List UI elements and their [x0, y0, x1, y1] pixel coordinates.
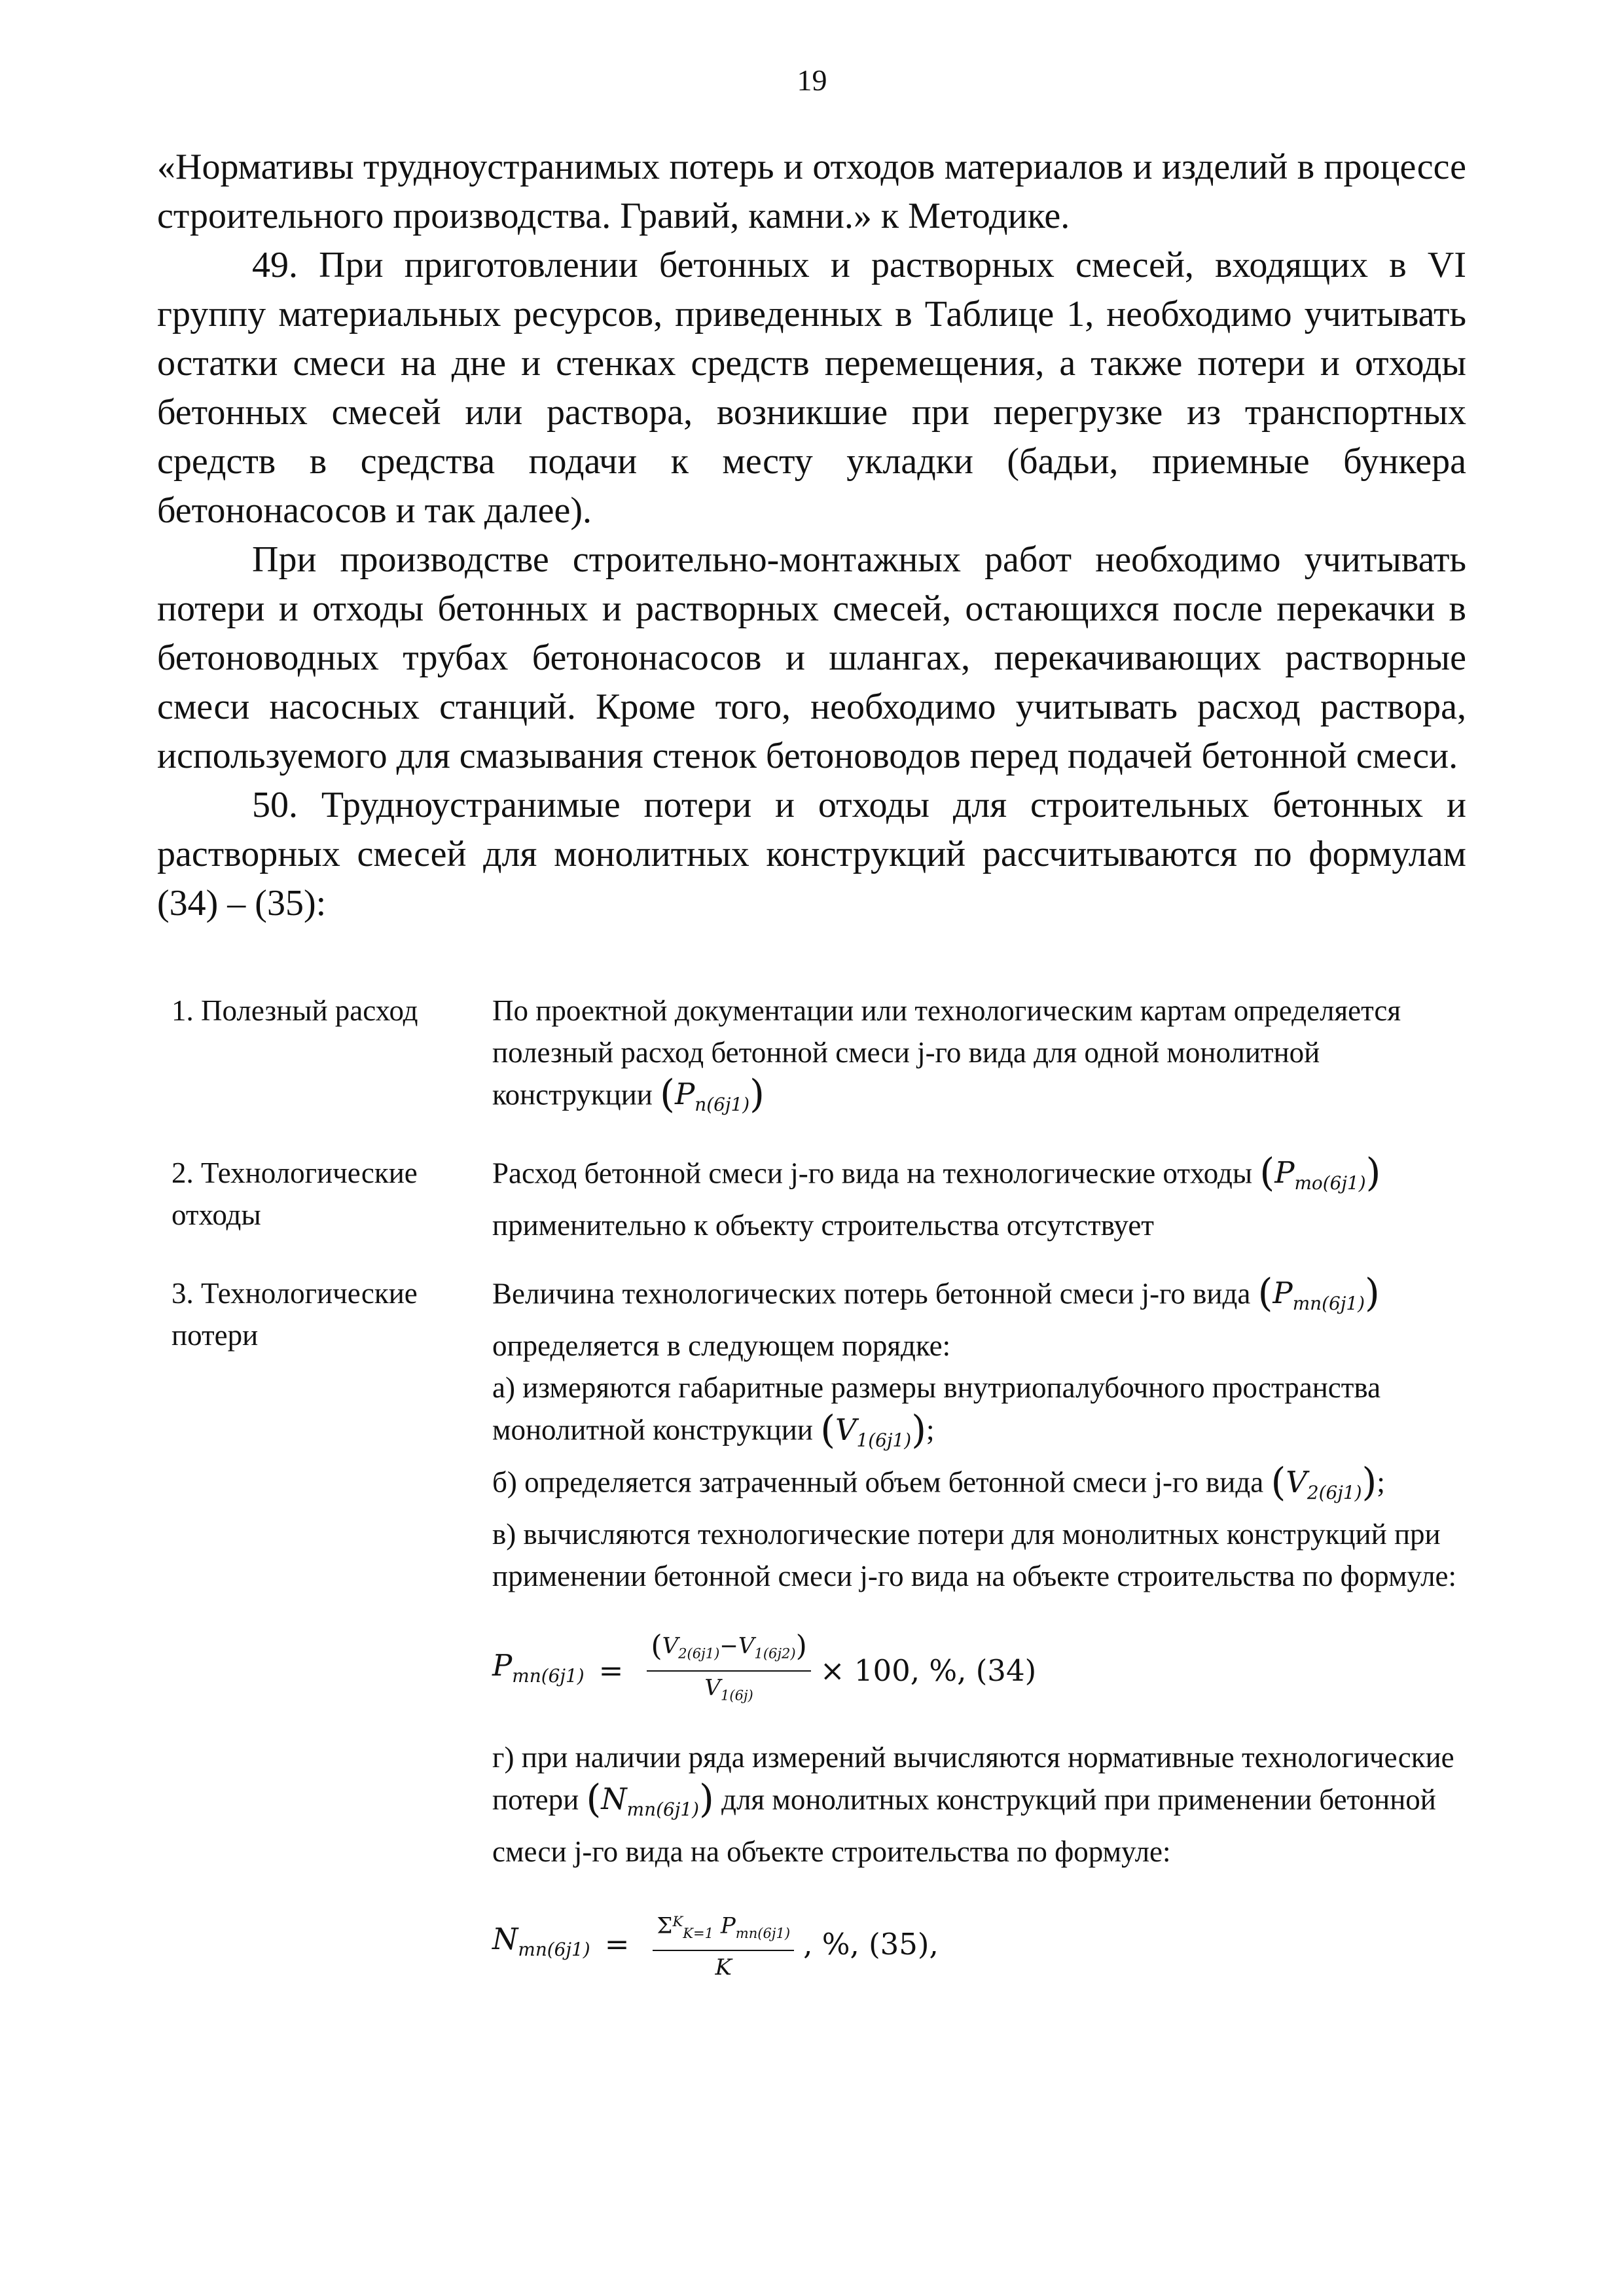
- formula-n: $(N_{тп(6j1)})$: [586, 1777, 714, 1822]
- row-text: [492, 990, 1468, 1126]
- formula-p-waste: $(P_{то(6j1)})$: [1259, 1151, 1381, 1196]
- formula-35-lhs: $N_{тп(6j1)}$: [492, 1922, 590, 1961]
- row-text: [492, 1272, 1468, 2009]
- formula-34-tail: × 100, %, (34): [820, 1653, 1037, 1688]
- table-row: [171, 1152, 1468, 1246]
- row3-step-a: а) измеряются габаритные размеры внутриопалубочного пространства монолитной конструкции $(V_{1(6j1)})$;: [492, 1371, 1381, 1452]
- row1-text: По проектной документации или технологическим картам определяется полезный расход бетонной смеси j-го вида для одной монолитной конструкции: [492, 994, 1401, 1111]
- page-number: 19: [797, 63, 827, 97]
- formula-35: $N_{тп(6j1)}$ = $\frac{\Sigma^K_{K=1} P_{тп(6j1)}}{K}$ , %, (35),: [492, 1907, 1468, 1982]
- paragraph-3: При производстве строительно-монтажных работ необходимо учитывать потери и отходы бетонных и растворных смесей, остающихся после перекачки в бетоноводных трубах бетононасосов и шлангах, перекачивающих растворные смеси насосных станций. Кроме того, необходимо учитывать расход раствора, используемого для смазывания стенок бетоноводов перед подачей бетонной смеси.: [157, 539, 1466, 776]
- paragraph-49: 49. При приготовлении бетонных и растворных смесей, входящих в VI группу материальных ресурсов, приведенных в Таблице 1, необходимо учитывать остатки смеси на дне и стенках средств перемещения, а также потери и отходы бетонных смесей или раствора, возникшие при перегрузке из транспортных средств в средства подачи к месту укладки (бадьи, приемные бункера бетононасосов и так далее).: [157, 245, 1466, 531]
- row3-step-c: в) вычисляются технологические потери для монолитных конструкций при применении бетонной смеси j-го вида на объекте строительства по формуле:: [492, 1518, 1457, 1593]
- paragraph-50: 50. Трудноустранимые потери и отходы для строительных бетонных и растворных смесей для монолитных конструкций рассчитываются по формулам (34) – (35):: [157, 785, 1466, 924]
- row3-intro: Величина технологических потерь бетонной смеси j-го вида $(P_{тп(6j1)})$ определяется в следующем порядке:: [492, 1271, 1380, 1363]
- paragraph-1: «Нормативы трудноустранимых потерь и отходов материалов и изделий в процессе строительного производства. Гравий, камни.» к Методике.: [157, 147, 1466, 236]
- consumption-table: [171, 990, 1468, 2009]
- formula-34: $P_{тп(6j1)}$ = $\frac{(V_{2(6j1)}-V_{1(6j2)})}{V_{1(6j)}}$ × 100, %, (34): [492, 1631, 1468, 1710]
- row3-step-b: б) определяется затраченный объем бетонной смеси j-го вида $(V_{2(6j1)})$;: [492, 1460, 1385, 1505]
- table-row: [171, 1272, 1468, 2009]
- table-row: [171, 990, 1468, 1126]
- row-label: 2. Технологические отходы: [171, 1157, 418, 1232]
- row-label: 1. Полезный расход: [171, 994, 418, 1027]
- row-label: 3. Технологические потери: [171, 1277, 418, 1352]
- body-text: [157, 143, 1466, 928]
- row3-step-d: г) при наличии ряда измерений вычисляются нормативные технологические потери $(N_{тп(6j1)})$ для монолитных конструкций при применении бетонной смеси j-го вида на объекте строительства по формуле:: [492, 1741, 1454, 1869]
- formula-34-lhs: $P_{тп(6j1)}$: [492, 1647, 585, 1687]
- formula-34-fraction: $\frac{(V_{2(6j1)}-V_{1(6j2)})}{V_{1(6j)}}$: [647, 1631, 811, 1710]
- row2-text-after: применительно к объекту строительства отсутствует: [492, 1209, 1154, 1242]
- formula-p-useful: $(P_{п(6j1)})$: [660, 1072, 765, 1117]
- formula-35-fraction: $\frac{\Sigma^K_{K=1} P_{тп(6j1)}}{K}$: [653, 1907, 794, 1982]
- formula-35-tail: , %, (35),: [803, 1927, 939, 1962]
- row2-text-before: Расход бетонной смеси j-го вида на технологические отходы: [492, 1157, 1253, 1190]
- row-text: [492, 1152, 1468, 1246]
- formula-p-loss: $(P_{тп(6j1)})$: [1257, 1271, 1380, 1316]
- formula-v2: $(V_{2(6j1)})$: [1271, 1460, 1377, 1505]
- formula-v1: $(V_{1(6j1)})$: [820, 1407, 927, 1452]
